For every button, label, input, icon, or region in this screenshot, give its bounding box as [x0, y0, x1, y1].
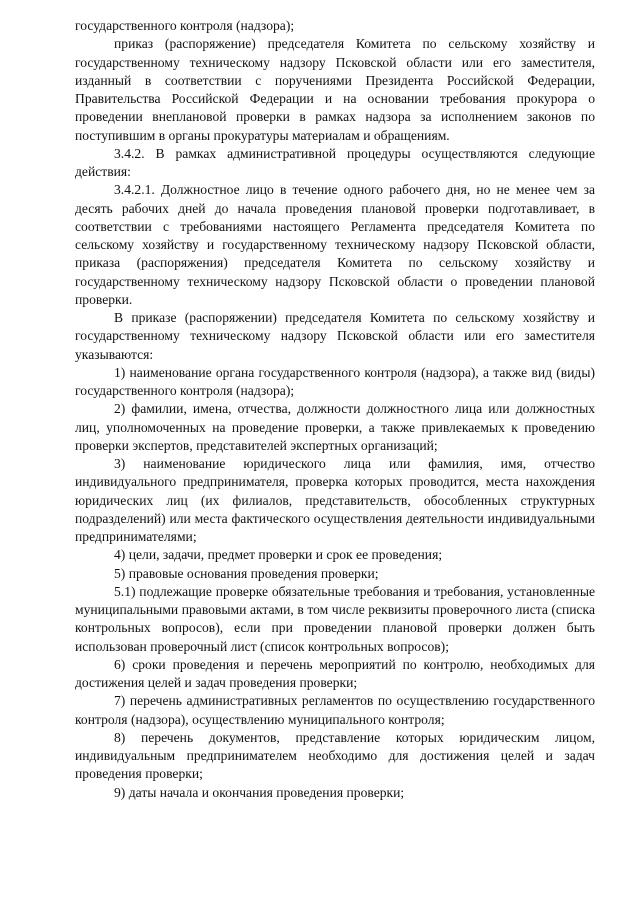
- list-item-9: 9) даты начала и окончания проведения проверки;: [114, 784, 405, 800]
- list-item-6: 6) сроки проведения и перечень мероприятий по контролю, необходимых для достижения целей и задач проведения проверки;: [75, 656, 595, 690]
- document-page: [75, 17, 595, 802]
- list-item-4: 4) цели, задачи, предмет проверки и срок ее проведения;: [114, 547, 443, 563]
- paragraph-5: В приказе (распоряжении) председателя Комитета по сельскому хозяйству и государственному техническому надзору Псковской области или его заместителя указываются:: [75, 310, 595, 362]
- paragraph-2: приказ (распоряжение) председателя Комитета по сельскому хозяйству и государственному техническому надзору Псковской области или его заместителя, изданный в соответствии с поручениями Президента Российской Федерации, Правительства Российской Федерации и на основании требования прокурора о проведении внеплановой проверки в рамках надзора за исполнением законов по поступившим в органы прокуратуры материалам и обращениям.: [75, 36, 595, 143]
- paragraph-1: государственного контроля (надзора);: [75, 18, 295, 33]
- list-item-5-1: 5.1) подлежащие проверке обязательные требования и требования, установленные муниципальными правовыми актами, в том числе реквизиты проверочного листа (списка контрольных вопросов), если при проведении плановой проверки должен быть использован проверочный лист (список контрольных вопросов);: [75, 583, 595, 654]
- list-item-1: 1) наименование органа государственного контроля (надзора), а также вид (виды) государственного контроля (надзора);: [75, 364, 595, 398]
- paragraph-4: 3.4.2.1. Должностное лицо в течение одного рабочего дня, но не менее чем за десять рабочих дней до начала проведения плановой проверки подготавливает, в соответствии с требованиями настоящего Регламента председателя Комитета по сельскому хозяйству и государственному техническому надзору Псковской области, приказа (распоряжения) председателя Комитета по сельскому хозяйству и государственному техническому надзору Псковской области о проведении плановой проверки.: [75, 182, 595, 307]
- list-item-8: 8) перечень документов, представление которых юридическим лицом, индивидуальным предпринимателем необходимо для достижения целей и задач проведения проверки;: [75, 729, 595, 782]
- list-item-3: 3) наименование юридического лица или фамилия, имя, отчество индивидуального предпринимателя, проверка которых проводится, места нахождения юридических лиц (их филиалов, представительств, обособленных структурных подразделений) или места фактического осуществления деятельности индивидуальными предпринимателями;: [75, 456, 595, 544]
- list-item-2: 2) фамилии, имена, отчества, должности должностного лица или должностных лиц, уполномоченных на проведение проверки, а также привлекаемых к проведению проверки экспертов, представителей экспертных организаций;: [75, 401, 595, 453]
- list-item-7: 7) перечень административных регламентов по осуществлению государственного контроля (надзора), осуществлению муниципального контроля;: [75, 693, 595, 727]
- list-item-5: 5) правовые основания проведения проверки;: [114, 565, 379, 581]
- paragraph-3: 3.4.2. В рамках административной процедуры осуществляются следующие действия:: [75, 145, 595, 179]
